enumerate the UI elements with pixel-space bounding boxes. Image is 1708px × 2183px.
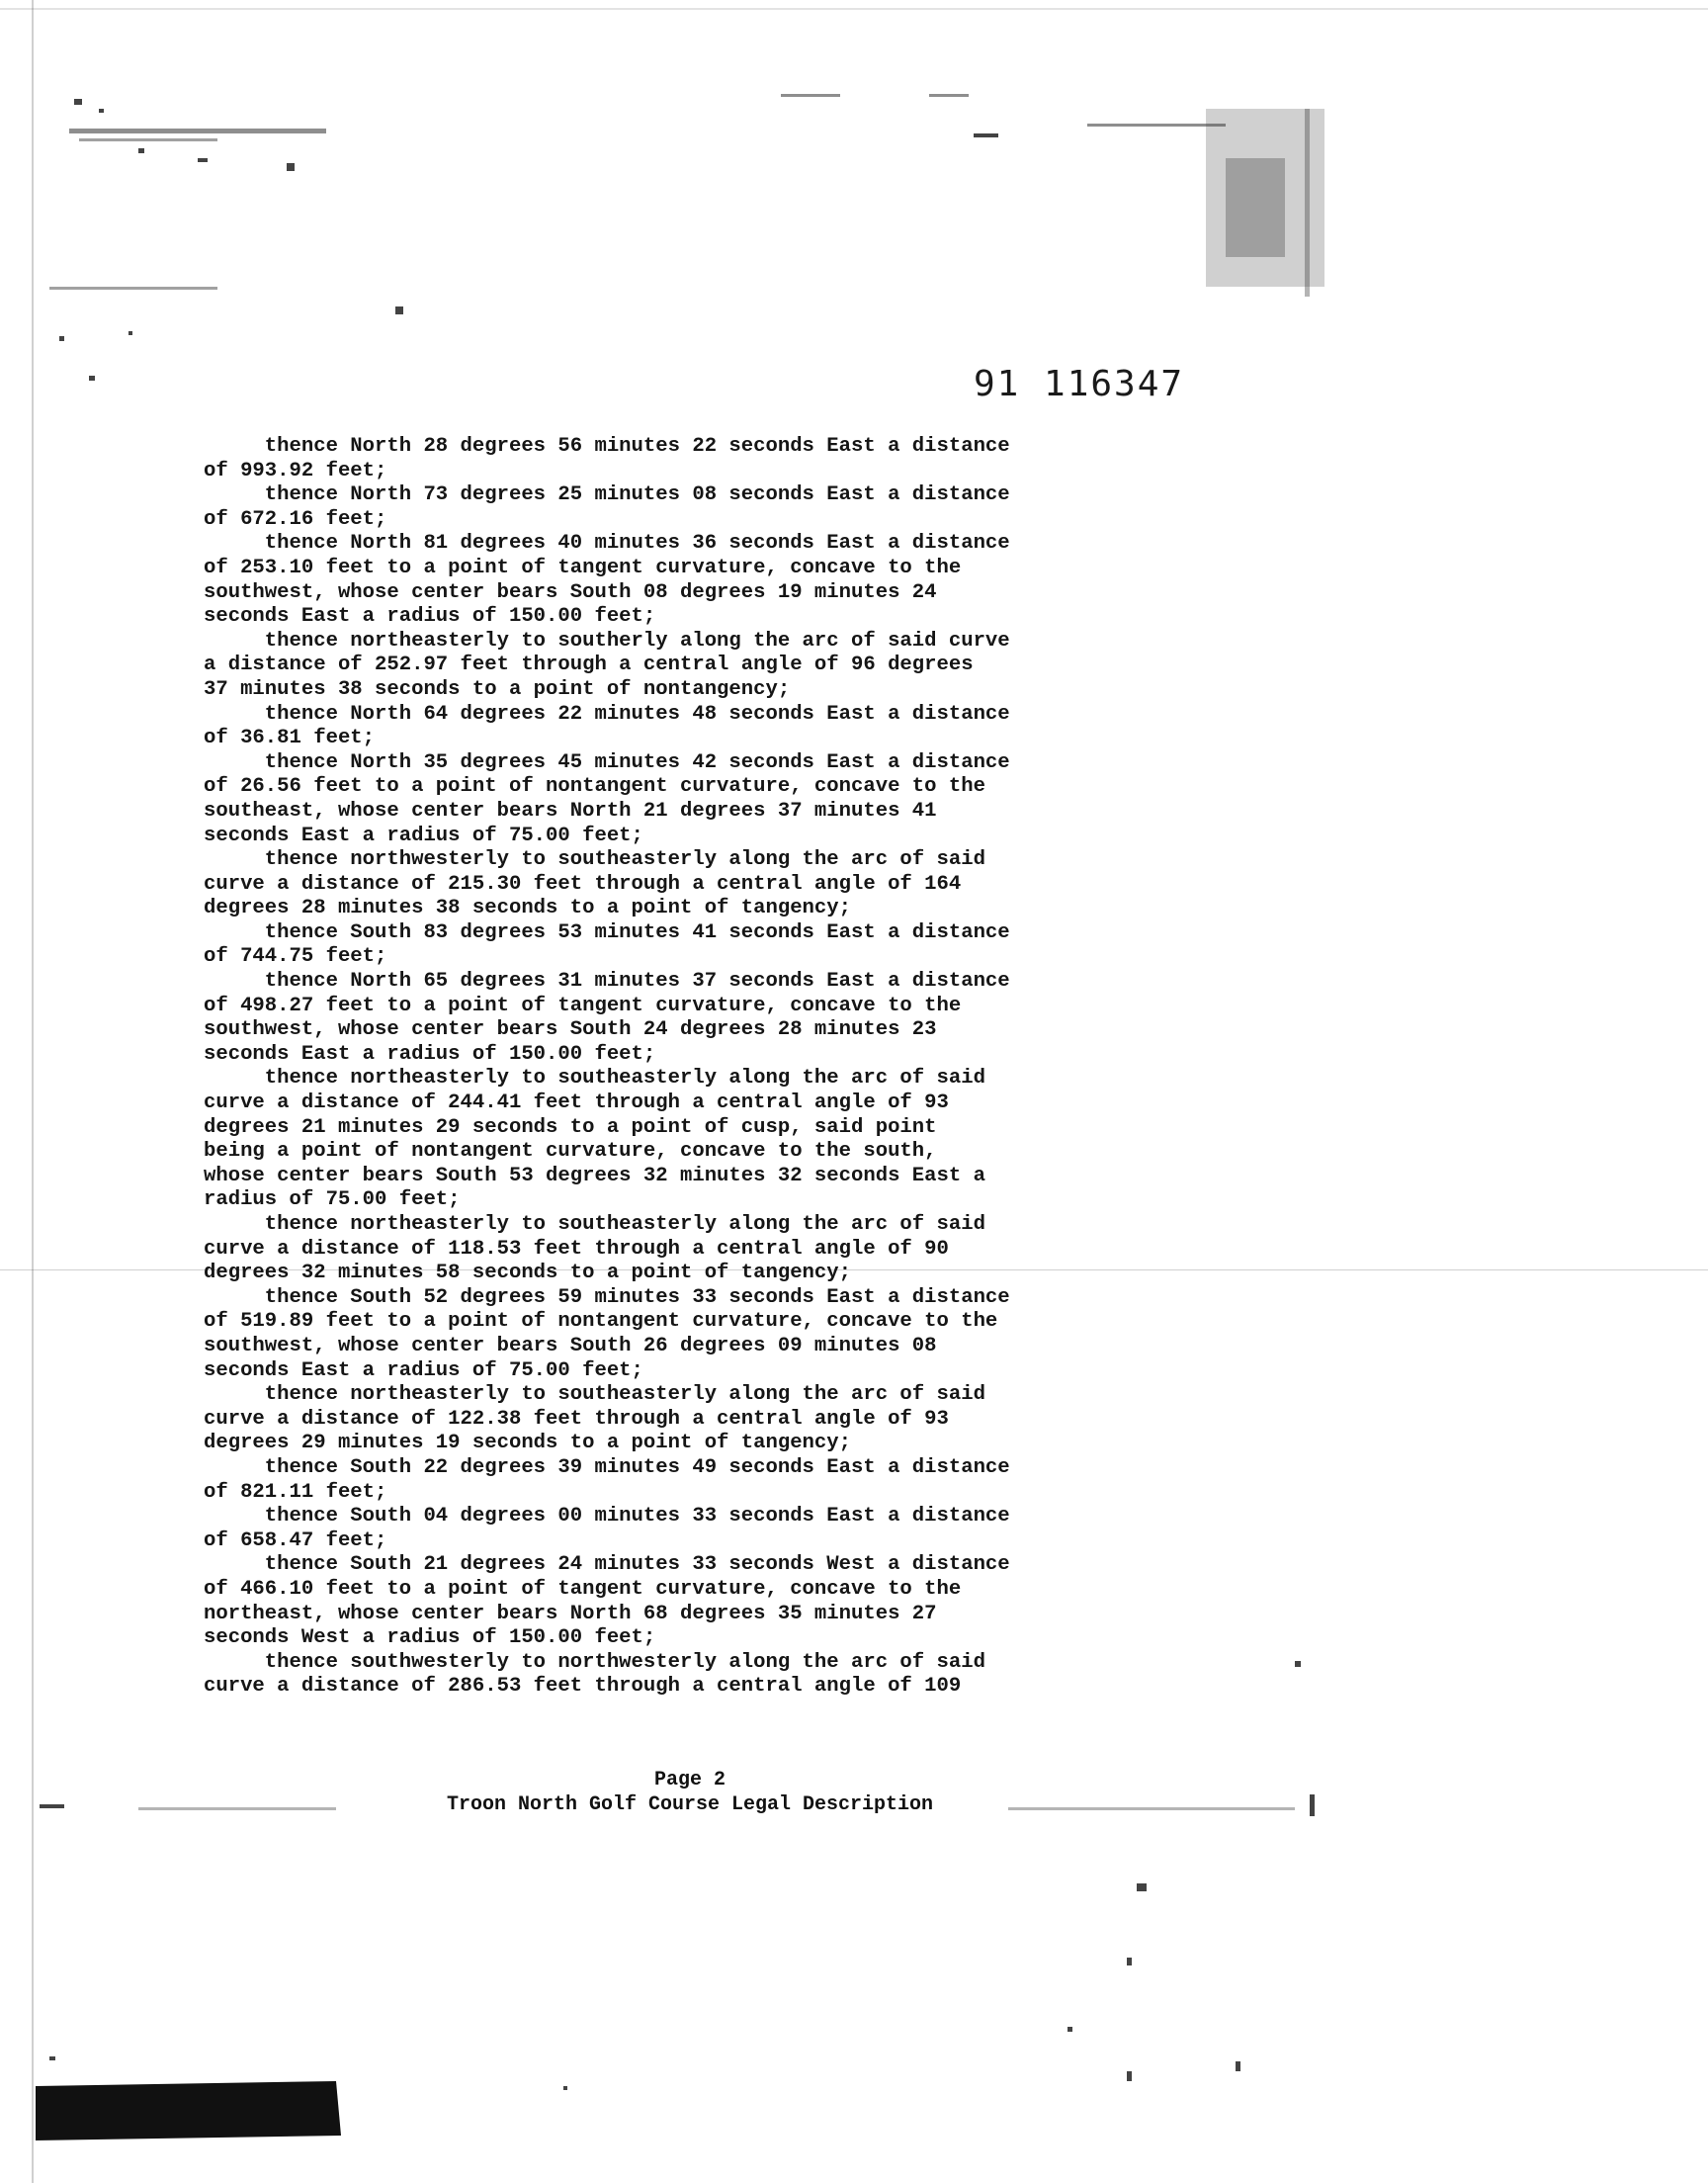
text-line: thence northeasterly to southeasterly along the arc of said bbox=[204, 1067, 985, 1091]
text-line: thence North 81 degrees 40 minutes 36 seconds East a distance bbox=[204, 532, 1010, 556]
text-line: degrees 29 minutes 19 seconds to a point of tangency; bbox=[204, 1432, 851, 1455]
text-line: southeast, whose center bears North 21 degrees 37 minutes 41 bbox=[204, 799, 937, 823]
text-line: northeast, whose center bears North 68 degrees 35 minutes 27 bbox=[204, 1602, 937, 1625]
text-line: thence North 73 degrees 25 minutes 08 seconds East a distance bbox=[204, 483, 1010, 507]
text-line: curve a distance of 122.38 feet through a central angle of 93 bbox=[204, 1407, 949, 1431]
text-line: thence North 35 degrees 45 minutes 42 seconds East a distance bbox=[204, 750, 1010, 774]
text-line: thence northeasterly to southeasterly along the arc of said bbox=[204, 1213, 985, 1236]
text-line: thence North 28 degrees 56 minutes 22 seconds East a distance bbox=[204, 435, 1010, 458]
text-line: a distance of 252.97 feet through a central angle of 96 degrees bbox=[204, 654, 974, 677]
text-line: radius of 75.00 feet; bbox=[204, 1188, 461, 1212]
text-line: curve a distance of 215.30 feet through a central angle of 164 bbox=[204, 872, 962, 896]
text-line: of 36.81 feet; bbox=[204, 727, 376, 750]
page-number: Page 2 bbox=[653, 1769, 726, 1791]
text-line: seconds West a radius of 150.00 feet; bbox=[204, 1626, 656, 1650]
text-line: of 253.10 feet to a point of tangent curvature, concave to the bbox=[204, 556, 962, 579]
text-line: thence South 04 degrees 00 minutes 33 seconds East a distance bbox=[204, 1505, 1010, 1528]
text-line: thence southwesterly to northwesterly along the arc of said bbox=[204, 1650, 985, 1674]
legal-description-body bbox=[204, 435, 1192, 1700]
text-line: thence northeasterly to southerly along the arc of said curve bbox=[204, 629, 1010, 653]
text-line: of 26.56 feet to a point of nontangent curvature, concave to the bbox=[204, 775, 985, 799]
text-line: curve a distance of 118.53 feet through a central angle of 90 bbox=[204, 1237, 949, 1261]
text-line: southwest, whose center bears South 24 degrees 28 minutes 23 bbox=[204, 1018, 937, 1042]
text-line: seconds East a radius of 150.00 feet; bbox=[204, 1042, 656, 1066]
text-line: of 821.11 feet; bbox=[204, 1480, 387, 1504]
text-line: of 744.75 feet; bbox=[204, 945, 387, 969]
text-line: southwest, whose center bears South 26 degrees 09 minutes 08 bbox=[204, 1334, 937, 1357]
text-line: of 672.16 feet; bbox=[204, 507, 387, 531]
text-line: being a point of nontangent curvature, concave to the south, bbox=[204, 1140, 937, 1164]
text-line: degrees 32 minutes 58 seconds to a point of tangency; bbox=[204, 1262, 851, 1285]
text-line: of 519.89 feet to a point of nontangent curvature, concave to the bbox=[204, 1310, 998, 1334]
text-line: seconds East a radius of 150.00 feet; bbox=[204, 605, 656, 629]
text-line: thence South 52 degrees 59 minutes 33 seconds East a distance bbox=[204, 1285, 1010, 1309]
text-line: thence northeasterly to southeasterly along the arc of said bbox=[204, 1383, 985, 1407]
text-line: seconds East a radius of 75.00 feet; bbox=[204, 824, 643, 847]
text-line: whose center bears South 53 degrees 32 minutes 32 seconds East a bbox=[204, 1164, 985, 1187]
text-line: thence South 83 degrees 53 minutes 41 seconds East a distance bbox=[204, 920, 1010, 944]
text-line: thence northwesterly to southeasterly along the arc of said bbox=[204, 848, 985, 872]
text-line: of 658.47 feet; bbox=[204, 1528, 387, 1552]
text-line: degrees 28 minutes 38 seconds to a point of tangency; bbox=[204, 897, 851, 920]
footer-title: Troon North Golf Course Legal Description bbox=[446, 1793, 934, 1816]
text-line: curve a distance of 286.53 feet through a central angle of 109 bbox=[204, 1675, 962, 1699]
text-line: thence South 22 degrees 39 minutes 49 seconds East a distance bbox=[204, 1455, 1010, 1479]
text-line: thence South 21 degrees 24 minutes 33 seconds West a distance bbox=[204, 1553, 1010, 1577]
document-number: 91 116347 bbox=[974, 364, 1185, 404]
text-line: seconds East a radius of 75.00 feet; bbox=[204, 1358, 643, 1382]
text-line: of 498.27 feet to a point of tangent curvature, concave to the bbox=[204, 994, 962, 1017]
text-line: degrees 21 minutes 29 seconds to a point of cusp, said point bbox=[204, 1115, 937, 1139]
text-line: curve a distance of 244.41 feet through a central angle of 93 bbox=[204, 1092, 949, 1115]
text-line: southwest, whose center bears South 08 degrees 19 minutes 24 bbox=[204, 580, 937, 604]
text-line: thence North 65 degrees 31 minutes 37 seconds East a distance bbox=[204, 970, 1010, 994]
text-line: thence North 64 degrees 22 minutes 48 seconds East a distance bbox=[204, 702, 1010, 726]
text-line: 37 minutes 38 seconds to a point of nontangency; bbox=[204, 677, 791, 701]
text-line: of 466.10 feet to a point of tangent curvature, concave to the bbox=[204, 1577, 962, 1601]
text-line: of 993.92 feet; bbox=[204, 459, 387, 482]
